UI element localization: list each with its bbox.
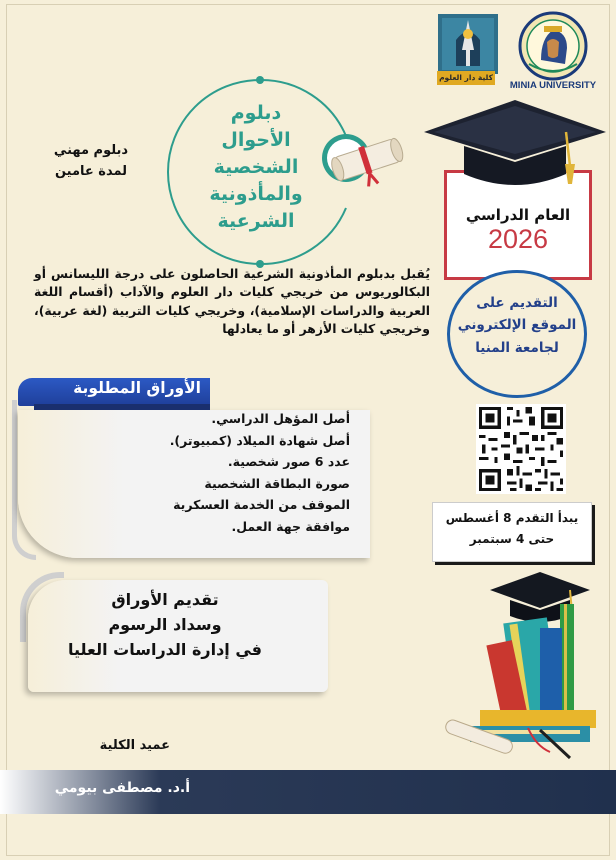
submission-line-3: في إدارة الدراسات العليا	[67, 639, 263, 659]
academic-year-label: العام الدراسي	[465, 206, 571, 224]
diploma-scroll-icon	[322, 122, 412, 192]
document-item: عدد 6 صور شخصية.	[227, 454, 350, 469]
title-line-1: دبلوم	[230, 102, 282, 124]
diploma-duration: لمدة عامين	[54, 164, 128, 180]
title-line-2: الأحوال الشخصية	[213, 128, 299, 178]
apply-line-3: لجامعة المنيا	[475, 339, 559, 356]
apply-online-text	[452, 292, 582, 359]
document-item: أصل شهادة الميلاد (كمبيوتر).	[169, 432, 350, 448]
qr-code[interactable]	[476, 404, 566, 494]
submission-line-2: وسداد الرسوم	[108, 614, 222, 634]
dean-title: عميد الكلية	[99, 738, 170, 753]
documents-list	[120, 408, 350, 537]
document-item: أصل المؤهل الدراسي.	[211, 411, 350, 426]
diploma-title	[176, 100, 336, 235]
title-line-3: والمأذونية الشرعية	[209, 182, 303, 232]
admission-requirements-text: يُقبل بدبلوم المأذونية الشرعية الحاصلون على درجة الليسانس أو البكالوريوس من خريجي كليات دار العلوم والآداب (أقسام اللغة العربية والدراسات الإسلامية)، وخريجي كليات التربية (لغة عربية)، وخريجي كليات الأزهر أو ما يعادلها	[34, 266, 430, 337]
academic-year-value: 2026	[487, 224, 549, 254]
graduation-cap-icon	[420, 96, 610, 196]
dean-name: أ.د. مصطفى بيومي	[54, 780, 190, 796]
application-start: يبدأ التقدم 8 أغسطس	[445, 511, 579, 525]
document-item: الموقف من الخدمة العسكرية	[173, 497, 350, 512]
document-item: موافقة جهة العمل.	[231, 518, 350, 534]
apply-line-1: التقديم على	[476, 295, 558, 311]
university-name: MINIA UNIVERSITY	[509, 80, 597, 91]
faculty-label: كلية دار العلوم	[437, 71, 495, 85]
apply-line-2: الموقع الإلكتروني	[457, 317, 577, 334]
diploma-type-note	[20, 140, 162, 183]
application-dates	[432, 508, 592, 550]
submission-instructions	[40, 588, 290, 663]
application-end: حتى 4 سبتمبر	[469, 532, 555, 546]
submission-line-1: تقديم الأوراق	[111, 590, 219, 609]
documents-header: الأوراق المطلوبة	[73, 379, 201, 397]
diploma-type: دبلوم مهني	[53, 143, 129, 158]
document-item: صورة البطاقة الشخصية	[204, 475, 350, 491]
books-and-cap-illustration	[420, 560, 602, 760]
